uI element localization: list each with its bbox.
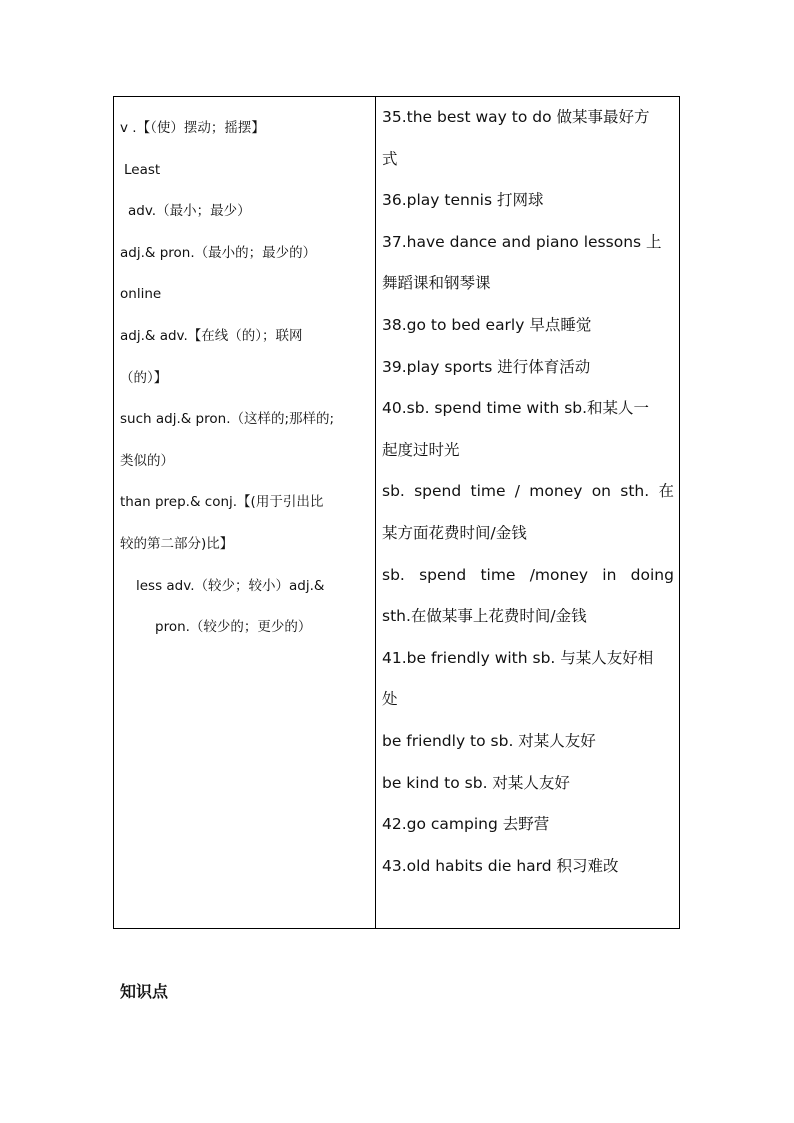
phrase-column bbox=[382, 97, 674, 887]
vocab-line: adj.& pron.（最小的；最少的） bbox=[120, 244, 317, 261]
vocab-line: （的）】 bbox=[120, 369, 168, 386]
phrase-word: on bbox=[591, 482, 611, 501]
phrase-line: 40.sb. spend time with sb.和某人一 bbox=[382, 399, 650, 418]
phrase-line: 42.go camping 去野营 bbox=[382, 815, 550, 834]
vocab-line: pron.（较少的；更少的） bbox=[155, 619, 312, 636]
phrase-word: doing bbox=[630, 565, 674, 584]
phrase-word: sth. bbox=[620, 482, 650, 501]
vocab-line: 较的第二部分)比】 bbox=[120, 535, 234, 552]
phrase-word: / bbox=[514, 482, 521, 501]
phrase-line: 处 bbox=[382, 690, 398, 709]
phrase-line: 某方面花费时间/金钱 bbox=[382, 523, 527, 542]
column-divider bbox=[375, 97, 376, 928]
phrase-word: sb. bbox=[382, 565, 405, 584]
section-heading: 知识点 bbox=[120, 982, 169, 1001]
vocab-table bbox=[113, 96, 680, 929]
vocab-line: online bbox=[120, 286, 162, 303]
phrase-line: 舞蹈课和钢琴课 bbox=[382, 274, 491, 293]
phrase-line: sth.在做某事上花费时间/金钱 bbox=[382, 607, 587, 626]
phrase-word: time bbox=[470, 482, 506, 501]
vocab-line: adj.& adv.【在线（的）；联网 bbox=[120, 327, 303, 344]
phrase-word: /money bbox=[529, 565, 589, 584]
vocab-line: than prep.& conj.【(用于引出比 bbox=[120, 494, 324, 511]
vocab-line: adv.（最小；最少） bbox=[128, 203, 251, 220]
phrase-word: 在 bbox=[658, 482, 674, 501]
phrase-line: be kind to sb. 对某人友好 bbox=[382, 773, 570, 792]
vocab-line: v .【（使）摆动；摇摆】 bbox=[120, 120, 265, 136]
phrase-word: sb. bbox=[382, 482, 405, 501]
phrase-word: spend bbox=[419, 565, 467, 584]
phrase-line: 41.be friendly with sb. 与某人友好相 bbox=[382, 648, 654, 667]
phrase-line: 39.play sports 进行体育活动 bbox=[382, 357, 591, 376]
phrase-line: 35.the best way to do 做某事最好方 bbox=[382, 108, 650, 126]
phrase-line: 37.have dance and piano lessons 上 bbox=[382, 232, 662, 251]
phrase-word: spend bbox=[414, 482, 462, 501]
vocab-line: 类似的） bbox=[120, 452, 174, 469]
vocab-line: Least bbox=[124, 161, 161, 178]
phrase-word: money bbox=[529, 482, 583, 501]
phrase-line: 43.old habits die hard 积习难改 bbox=[382, 856, 619, 875]
phrase-line-justified bbox=[382, 555, 674, 597]
vocab-line: such adj.& pron.（这样的;那样的; bbox=[120, 411, 335, 428]
phrase-word: time bbox=[480, 565, 516, 584]
phrase-word: in bbox=[602, 565, 617, 584]
phrase-line: be friendly to sb. 对某人友好 bbox=[382, 731, 596, 750]
phrase-line-justified bbox=[382, 471, 674, 513]
vocab-column bbox=[120, 108, 365, 649]
phrase-line: 式 bbox=[382, 149, 398, 168]
vocab-line: less adv.（较少；较小）adj.& bbox=[136, 577, 325, 594]
phrase-line: 36.play tennis 打网球 bbox=[382, 191, 544, 210]
phrase-line: 38.go to bed early 早点睡觉 bbox=[382, 315, 592, 334]
phrase-line: 起度过时光 bbox=[382, 440, 460, 459]
